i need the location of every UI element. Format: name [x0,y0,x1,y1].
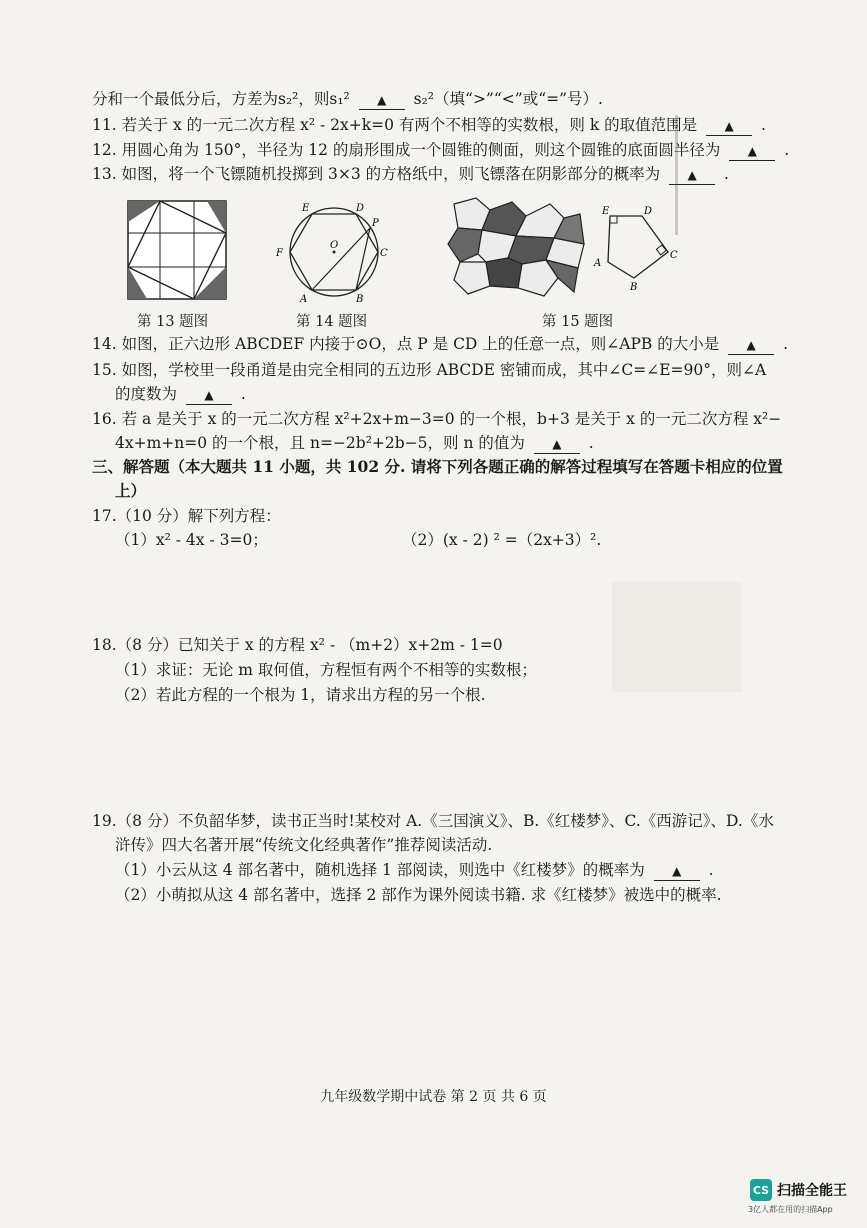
label-F: F [276,248,283,259]
label-D: D [644,206,653,217]
question-19-part-2: （2）小萌拟从这 4 部名著中，选择 2 部作为课外阅读书籍. 求《红楼梦》被选中的概率. [115,886,722,904]
label-A: A [594,258,602,269]
question-11: 11. 若关于 x 的一元二次方程 x² - 2x+k=0 有两个不相等的实数根，则 k 的取值范围是 ▲ . [92,116,766,134]
label-E: E [302,203,310,214]
answer-blank: ▲ [728,335,774,355]
label-A: A [300,294,308,305]
question-17-part-2: （2）(x - 2) ² =（2x+3）². [402,531,602,549]
answer-blank: ▲ [669,165,715,185]
figure-15-pentagon [590,200,690,295]
caption-fig14: 第 14 题图 [296,314,368,330]
figure-15-tiling [446,196,586,300]
app-name: 扫描全能王 [777,1183,847,1199]
question-17: 17.（10 分）解下列方程： [92,507,281,525]
app-tagline: 3亿人都在用的扫描App [748,1205,833,1214]
answer-blank: ▲ [654,861,700,881]
question-12: 12. 用圆心角为 150°，半径为 12 的扇形围成一个圆锥的侧面，则这个圆锥的底面圆半径为 ▲ . [92,141,790,159]
caption-fig15: 第 15 题图 [542,314,614,330]
label-O: O [330,240,339,251]
question-17-part-1: （1）x² - 4x - 3=0； [115,531,268,549]
answer-blank: ▲ [359,90,405,110]
label-D: D [356,203,365,214]
question-18: 18.（8 分）已知关于 x 的方程 x² - （m+2）x+2m - 1=0 [92,636,503,654]
page-footer: 九年级数学期中试卷 第 2 页 共 6 页 [320,1089,547,1105]
caption-fig13: 第 13 题图 [137,314,209,330]
camscanner-logo-icon: CS [750,1179,772,1201]
question-18-part-2: （2）若此方程的一个根为 1，请求出方程的另一个根. [115,686,486,704]
question-19: 19.（8 分）不负韶华梦，读书正当时!某校对 A.《三国演义》、B.《红楼梦》、C.《西游记》、D.《水 [92,812,774,830]
label-P: P [372,218,379,229]
label-B: B [356,294,364,305]
label-E: E [602,206,610,217]
question-19-part-1: （1）小云从这 4 部名著中，随机选择 1 部阅读，则选中《红楼梦》的概率为 ▲ . [115,861,714,879]
figure-13-grid [127,200,227,300]
question-16: 16. 若 a 是关于 x 的一元二次方程 x²+2x+m−3=0 的一个根，b+3 是关于 x 的一元二次方程 x²− [92,410,782,428]
question-15: 15. 如图，学校里一段甬道是由完全相同的五边形 ABCDE 密铺而成，其中∠C=∠E=90°，则∠A [92,361,767,379]
answer-blank: ▲ [534,434,580,454]
question-18-part-1: （1）求证：无论 m 取何值，方程恒有两个不相等的实数根； [115,661,537,679]
label-C: C [670,250,678,261]
question-19-cont: 浒传》四大名著开展“传统文化经典著作”推荐阅读活动. [115,836,493,854]
figure-14-hexagon [272,198,397,310]
question-16-cont: 4x+m+n=0 的一个根，且 n=−2b²+2b−5，则 n 的值为 ▲ . [115,434,594,452]
question-10-tail: 分和一个最低分后，方差为s₂²，则s₁² ▲ s₂²（填“>”“<”或“=”号）. [92,90,603,108]
question-14: 14. 如图，正六边形 ABCDEF 内接于⊙O，点 P 是 CD 上的任意一点，则∠APB 的大小是 ▲ . [92,335,789,353]
section-3-heading-cont: 上） [115,481,147,500]
label-C: C [380,248,388,259]
answer-blank: ▲ [729,141,775,161]
section-3-heading: 三、解答题（本大题共 11 小题，共 102 分. 请将下列各题正确的解答过程填写在答题卡相应的位置 [92,457,783,476]
camscanner-watermark [750,1179,847,1201]
answer-blank: ▲ [706,116,752,136]
question-15-cont: 的度数为 ▲ . [115,385,246,403]
answer-blank: ▲ [186,385,232,405]
question-13: 13. 如图，将一个飞镖随机投掷到 3×3 的方格纸中，则飞镖落在阴影部分的概率为 ▲ . [92,165,729,183]
label-B: B [630,282,638,293]
